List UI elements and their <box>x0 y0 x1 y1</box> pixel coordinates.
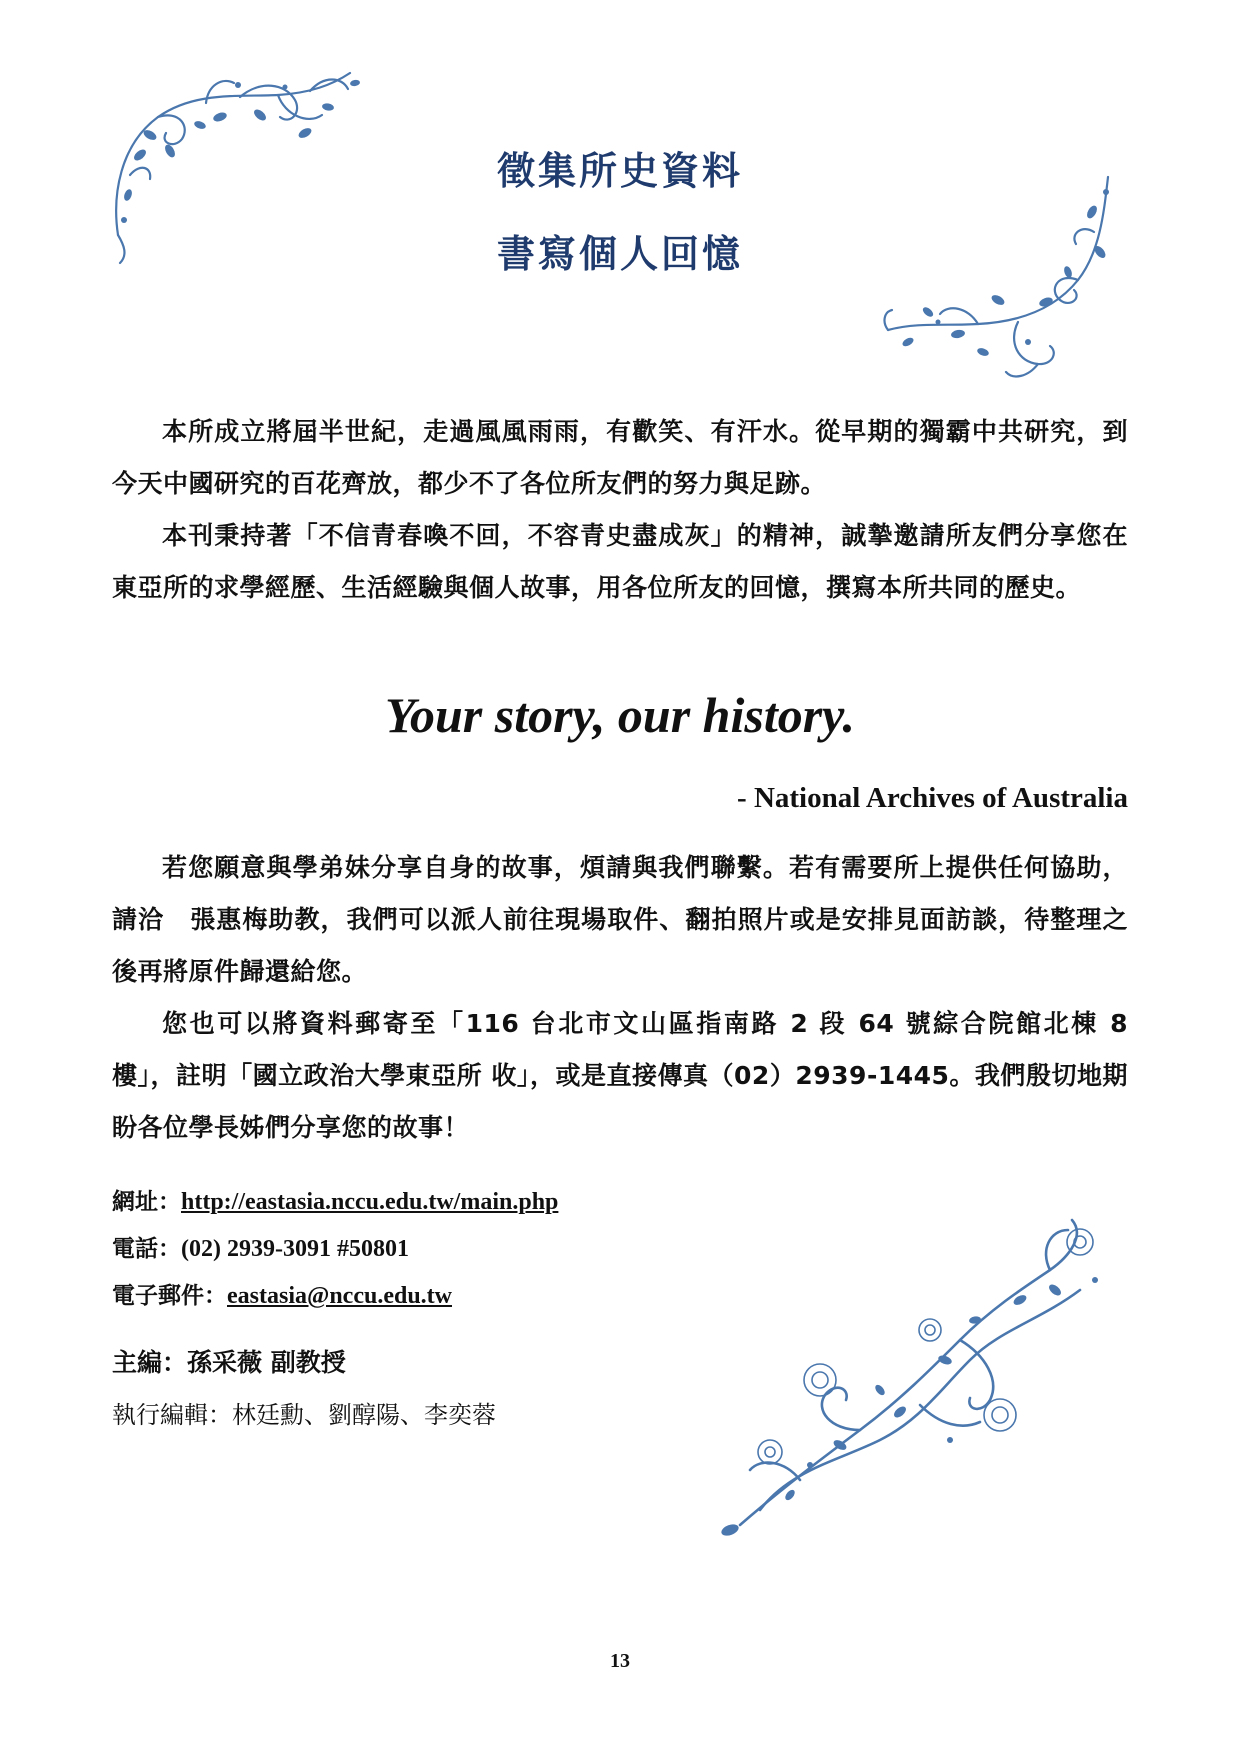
chief-editor: 主編：孫采薇 副教授 <box>112 1348 346 1377</box>
phone-number: (02) 2939-3091 #50801 <box>181 1236 409 1262</box>
contact-instructions-section <box>112 842 1128 1154</box>
website-link[interactable]: http://eastasia.nccu.edu.tw/main.php <box>181 1189 559 1215</box>
page-title-line1: 徵集所史資料 <box>496 149 743 193</box>
email-label: 電子郵件： <box>112 1283 227 1309</box>
paragraph-invitation: 本刊秉持著「不信青春喚不回，不容青史盡成灰」的精神，誠摯邀請所友們分享您在東亞所的求學經歷、生活經驗與個人故事，用各位所友的回憶，撰寫本所共同的歷史。 <box>112 521 1128 602</box>
website-row <box>112 1183 558 1216</box>
executive-editors: 執行編輯：林廷勳、劉醇陽、李奕蓉 <box>112 1401 496 1429</box>
page-number: 13 <box>610 1650 630 1672</box>
phone-label: 電話： <box>112 1236 181 1262</box>
email-row <box>112 1277 452 1310</box>
quote-attribution: - National Archives of Australia <box>737 782 1128 814</box>
paragraph-history: 本所成立將屆半世紀，走過風風雨雨，有歡笑、有汗水。從早期的獨霸中共研究，到今天中國研究的百花齊放，都少不了各位所友們的努力與足跡。 <box>112 417 1128 498</box>
email-link[interactable]: eastasia@nccu.edu.tw <box>227 1283 452 1309</box>
quote-slogan: Your story, our history. <box>384 687 856 743</box>
paragraph-mailing-address: 您也可以將資料郵寄至「116 台北市文山區指南路 2 段 64 號綜合院館北棟 8 樓」，註明「國立政治大學東亞所 收」，或是直接傳真（02）2939-1445。我們殷切地期盼各位學長姊們分享您的故事！ <box>112 1009 1128 1142</box>
phone-row <box>112 1230 409 1263</box>
website-label: 網址： <box>112 1189 181 1215</box>
floral-vine-ornament-bottom-right <box>700 1190 1120 1550</box>
paragraph-contact-request: 若您願意與學弟妹分享自身的故事，煩請與我們聯繫。若有需要所上提供任何協助，請洽 張惠梅助教，我們可以派人前往現場取件、翻拍照片或是安排見面訪談，待整理之後再將原件歸還給您。 <box>112 853 1128 986</box>
floral-ornament-top-right <box>878 172 1118 387</box>
page-title-line2: 書寫個人回憶 <box>496 232 743 276</box>
intro-section <box>112 406 1128 614</box>
